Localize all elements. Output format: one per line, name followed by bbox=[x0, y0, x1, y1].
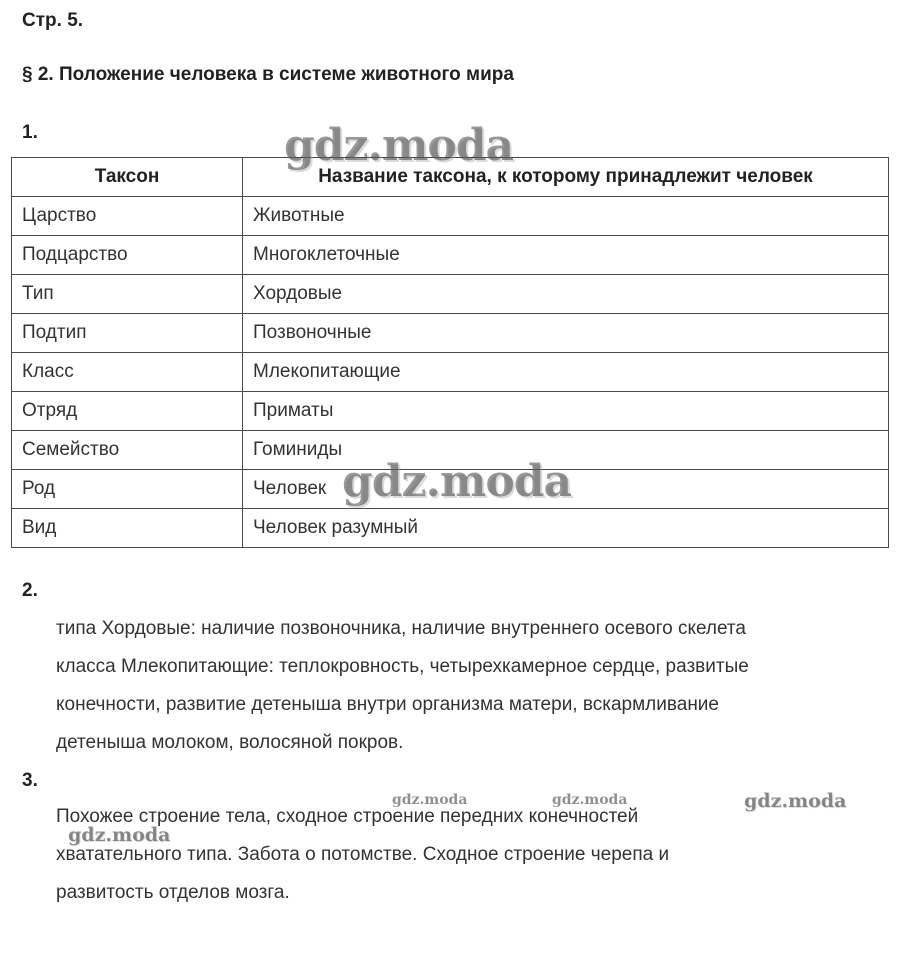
taxon-cell: Класс bbox=[12, 353, 243, 392]
taxon-name-cell: Позвоночные bbox=[243, 314, 889, 353]
table-row bbox=[12, 509, 889, 548]
answer-line: развитость отделов мозга. bbox=[56, 882, 290, 903]
watermark-logo: gdz.moda bbox=[552, 792, 628, 808]
taxon-cell: Семейство bbox=[12, 431, 243, 470]
answer-line: детеныша молоком, волосяной покров. bbox=[56, 732, 404, 753]
answer-line: Похожее строение тела, сходное строение передних конечностей bbox=[56, 806, 639, 827]
watermark-logo: gdz.moda bbox=[392, 792, 468, 808]
taxon-cell: Подтип bbox=[12, 314, 243, 353]
watermark-logo: gdz.moda bbox=[284, 120, 514, 171]
task-1-number: 1. bbox=[22, 122, 38, 143]
page-label: Стр. 5. bbox=[22, 10, 84, 31]
task-3-answer bbox=[56, 798, 816, 912]
taxon-cell: Подцарство bbox=[12, 236, 243, 275]
taxon-cell: Тип bbox=[12, 275, 243, 314]
task-3-number: 3. bbox=[22, 770, 38, 791]
header-taxon: Таксон bbox=[12, 158, 243, 197]
answer-line: хватательного типа. Забота о потомстве. Сходное строение черепа и bbox=[56, 844, 670, 865]
table-row bbox=[12, 314, 889, 353]
answer-line: типа Хордовые: наличие позвоночника, наличие внутреннего осевого скелета bbox=[56, 618, 746, 639]
task-2-answer bbox=[56, 610, 886, 762]
taxon-name-cell: Приматы bbox=[243, 392, 889, 431]
section-title: § 2. Положение человека в системе животного мира bbox=[22, 64, 514, 85]
table-row bbox=[12, 236, 889, 275]
table-row bbox=[12, 197, 889, 236]
taxon-name-cell: Хордовые bbox=[243, 275, 889, 314]
taxon-name-cell: Многоклеточные bbox=[243, 236, 889, 275]
taxon-cell: Род bbox=[12, 470, 243, 509]
header-taxon-name: Название таксона, к которому принадлежит человек bbox=[243, 158, 889, 197]
table-row bbox=[12, 353, 889, 392]
watermark-logo: gdz.moda bbox=[744, 790, 847, 812]
watermark-logo: gdz.moda bbox=[68, 824, 171, 846]
taxon-name-cell: Животные bbox=[243, 197, 889, 236]
taxon-cell: Вид bbox=[12, 509, 243, 548]
taxon-cell: Царство bbox=[12, 197, 243, 236]
taxon-name-cell: Человек разумный bbox=[243, 509, 889, 548]
watermark-logo: gdz.moda bbox=[342, 456, 572, 507]
taxon-name-cell: Млекопитающие bbox=[243, 353, 889, 392]
taxon-cell: Отряд bbox=[12, 392, 243, 431]
taxon-name-cell: Человек bbox=[243, 470, 889, 509]
answer-line: класса Млекопитающие: теплокровность, четырехкамерное сердце, развитые bbox=[56, 656, 749, 677]
answer-line: конечности, развитие детеныша внутри организма матери, вскармливание bbox=[56, 694, 719, 715]
taxon-name-cell: Гоминиды bbox=[243, 431, 889, 470]
table-row bbox=[12, 392, 889, 431]
task-2-number: 2. bbox=[22, 580, 38, 601]
table-row bbox=[12, 275, 889, 314]
